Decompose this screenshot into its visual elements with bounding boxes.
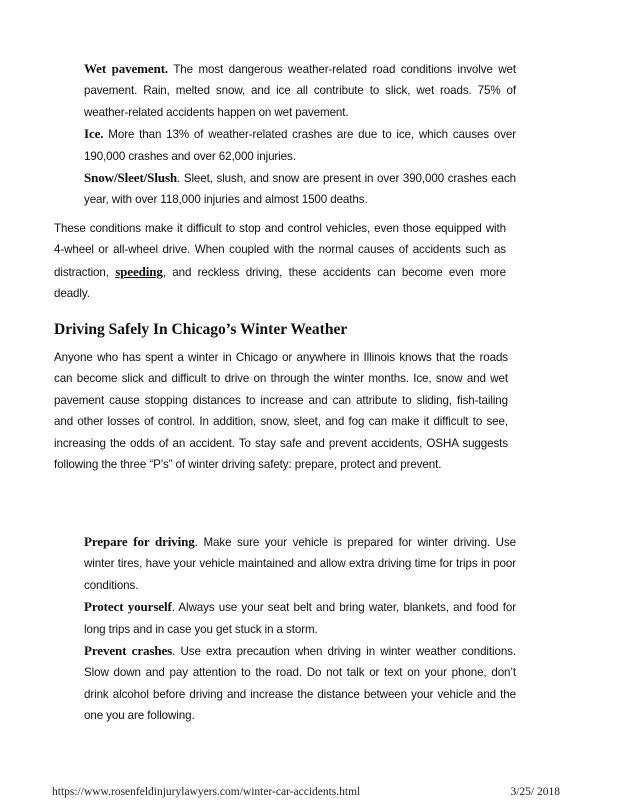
condition-item xyxy=(84,123,516,167)
paragraph-text: , and reckless driving, these accidents can become even more deadly. xyxy=(54,265,506,301)
tip-text: . Always use your seat belt and bring water, blankets, and food for long trips and in case you get stuck in a storm. xyxy=(84,601,516,636)
tip-text: . Make sure your vehicle is prepared for winter driving. Use winter tires, have your vehicle maintained and allow extra driving time for trips in poor conditions. xyxy=(84,536,516,592)
condition-lead: Ice. xyxy=(84,126,104,142)
paragraph-text: These conditions make it difficult to stop and control vehicles, even those equipped with 4-wheel or all-wheel drive. When coupled with the normal causes of accidents such as distraction, xyxy=(54,222,506,279)
tip-item xyxy=(84,531,516,596)
footer-url: https://www.rosenfeldinjurylawyers.com/winter-car-accidents.html xyxy=(52,786,361,798)
speeding-link[interactable]: speeding xyxy=(115,263,163,279)
paragraph-conditions xyxy=(54,218,506,305)
condition-text: More than 13% of weather-related crashes are due to ice, which causes over 190,000 crashes and over 62,000 injuries. xyxy=(84,128,516,163)
tip-lead: Prepare for driving xyxy=(84,534,195,549)
condition-item xyxy=(84,167,516,211)
condition-text: The most dangerous weather-related road conditions involve wet pavement. Rain, melted snow, and ice all contribute to slick, wet roads. 75% of weather-related accidents happen on wet pavement. xyxy=(84,63,516,119)
tip-item xyxy=(84,640,516,727)
tip-text: . Use extra precaution when driving in winter weather conditions. Slow down and pay attention to the road. Do not talk or text on your phone, don’t drink alcohol before driving and increase the distance between your vehicle and the one you are following. xyxy=(84,645,517,723)
conditions-list xyxy=(84,58,516,211)
tips-list xyxy=(84,531,516,727)
tip-lead: Protect yourself xyxy=(84,599,172,615)
section-heading: Driving Safely In Chicago’s Winter Weather xyxy=(54,321,348,338)
condition-item xyxy=(84,58,516,123)
tip-item xyxy=(84,596,516,640)
condition-text: . Sleet, slush, and snow are present in over 390,000 crashes each year, with over 118,000 injuries and almost 1500 deaths. xyxy=(84,172,516,207)
condition-lead: Wet pavement. xyxy=(84,61,169,76)
tip-lead: Prevent crashes xyxy=(84,643,173,659)
footer-date: 3/25/ 2018 xyxy=(510,786,560,798)
paragraph-winter-safety: Anyone who has spent a winter in Chicago or anywhere in Illinois knows that the roads can become slick and difficult to drive on through the winter months. Ice, snow and wet pavement cause stopping distances to increase and can attribute to sliding, fish-tailing and other losses of control. In addition, snow, sleet, and fog can make it difficult to see, increasing the odds of an accident. To stay safe and prevent accidents, OSHA suggests following the three “P’s” of winter driving safety: prepare, protect and prevent. xyxy=(54,351,508,472)
condition-lead: Snow/Sleet/Slush xyxy=(84,170,178,186)
